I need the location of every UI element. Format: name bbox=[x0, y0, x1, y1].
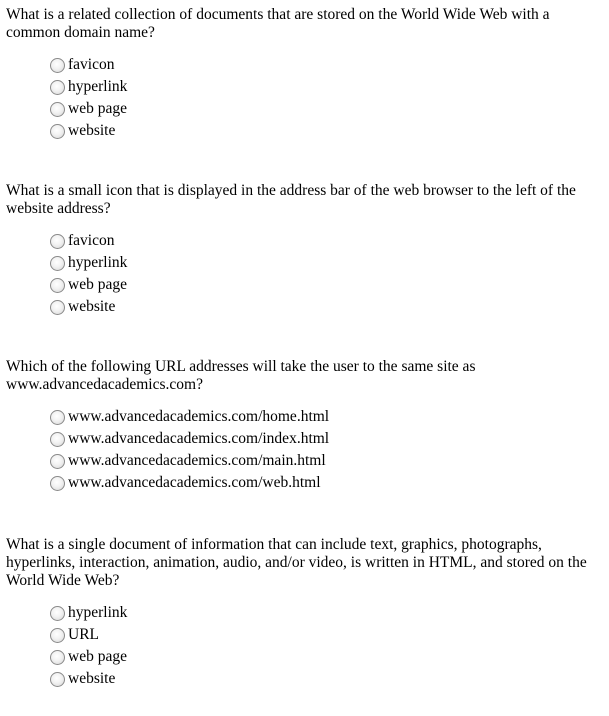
answer-option[interactable] bbox=[50, 428, 604, 450]
radio-button[interactable] bbox=[50, 476, 65, 491]
option-label[interactable]: web page bbox=[68, 100, 127, 117]
answer-option[interactable] bbox=[50, 98, 604, 120]
answer-option[interactable] bbox=[50, 274, 604, 296]
option-label[interactable]: website bbox=[68, 670, 116, 687]
answer-options bbox=[6, 54, 604, 142]
question-prompt: What is a related collection of documents that are stored on the World Wide Web with a common domain name? bbox=[6, 6, 550, 41]
answer-option[interactable] bbox=[50, 624, 604, 646]
option-label[interactable]: web page bbox=[68, 276, 127, 293]
radio-button[interactable] bbox=[50, 58, 65, 73]
option-label[interactable]: hyperlink bbox=[68, 604, 128, 621]
answer-option[interactable] bbox=[50, 646, 604, 668]
radio-button[interactable] bbox=[50, 672, 65, 687]
option-label[interactable]: website bbox=[68, 298, 116, 315]
question-prompt: Which of the following URL addresses will take the user to the same site as www.advancedacademics.com? bbox=[6, 358, 476, 393]
question-3 bbox=[6, 358, 604, 494]
option-label[interactable]: favicon bbox=[68, 232, 115, 249]
option-label[interactable]: www.advancedacademics.com/home.html bbox=[68, 408, 330, 425]
answer-option[interactable] bbox=[50, 76, 604, 98]
answer-option[interactable] bbox=[50, 406, 604, 428]
answer-option[interactable] bbox=[50, 54, 604, 76]
option-label[interactable]: www.advancedacademics.com/index.html bbox=[68, 430, 330, 447]
radio-button[interactable] bbox=[50, 628, 65, 643]
answer-option[interactable] bbox=[50, 450, 604, 472]
radio-button[interactable] bbox=[50, 80, 65, 95]
answer-option[interactable] bbox=[50, 668, 604, 690]
radio-button[interactable] bbox=[50, 234, 65, 249]
question-prompt: What is a single document of information that can include text, graphics, photographs, hyperlinks, interaction, animation, audio, and/or video, is written in HTML, and stored on the World Wide Web? bbox=[6, 536, 587, 589]
question-1 bbox=[6, 6, 604, 142]
answer-option[interactable] bbox=[50, 602, 604, 624]
option-label[interactable]: URL bbox=[68, 626, 99, 643]
radio-button[interactable] bbox=[50, 432, 65, 447]
radio-button[interactable] bbox=[50, 410, 65, 425]
question-prompt: What is a small icon that is displayed in the address bar of the web browser to the left of the website address? bbox=[6, 182, 576, 217]
option-label[interactable]: hyperlink bbox=[68, 254, 128, 271]
radio-button[interactable] bbox=[50, 650, 65, 665]
radio-button[interactable] bbox=[50, 606, 65, 621]
radio-button[interactable] bbox=[50, 278, 65, 293]
radio-button[interactable] bbox=[50, 102, 65, 117]
option-label[interactable]: favicon bbox=[68, 56, 115, 73]
answer-option[interactable] bbox=[50, 296, 604, 318]
radio-button[interactable] bbox=[50, 454, 65, 469]
answer-option[interactable] bbox=[50, 120, 604, 142]
option-label[interactable]: hyperlink bbox=[68, 78, 128, 95]
option-label[interactable]: web page bbox=[68, 648, 127, 665]
answer-options bbox=[6, 602, 604, 690]
answer-option[interactable] bbox=[50, 252, 604, 274]
answer-options bbox=[6, 406, 604, 494]
option-label[interactable]: www.advancedacademics.com/web.html bbox=[68, 474, 321, 491]
answer-option[interactable] bbox=[50, 472, 604, 494]
question-4 bbox=[6, 536, 604, 690]
radio-button[interactable] bbox=[50, 124, 65, 139]
radio-button[interactable] bbox=[50, 256, 65, 271]
radio-button[interactable] bbox=[50, 300, 65, 315]
option-label[interactable]: www.advancedacademics.com/main.html bbox=[68, 452, 326, 469]
answer-options bbox=[6, 230, 604, 318]
answer-option[interactable] bbox=[50, 230, 604, 252]
question-2 bbox=[6, 182, 604, 318]
option-label[interactable]: website bbox=[68, 122, 116, 139]
